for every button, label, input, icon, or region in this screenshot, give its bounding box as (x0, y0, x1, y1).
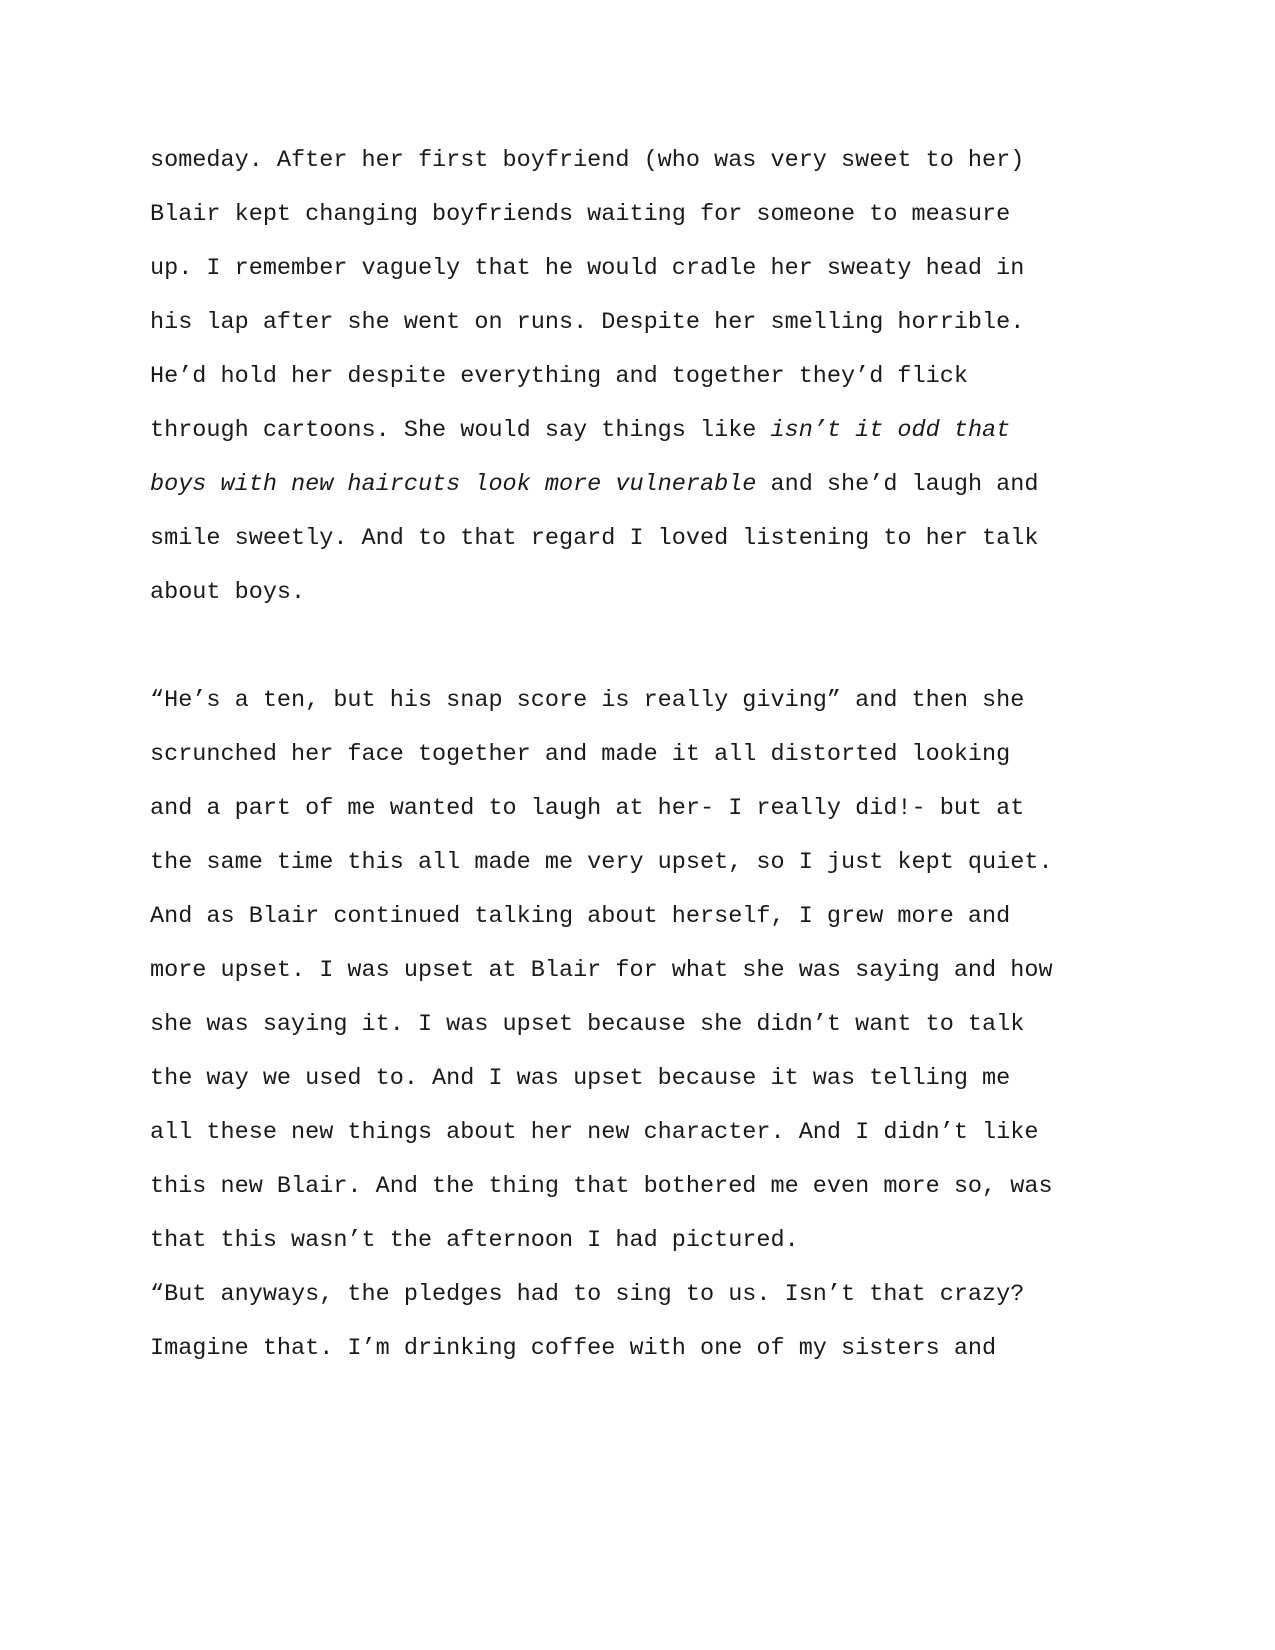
text-line: smile sweetly. And to that regard I loved listening to her talk (150, 525, 1039, 552)
text-line: all these new things about her new character. And I didn’t like (150, 1119, 1039, 1146)
text-run: and she’d laugh and (756, 471, 1039, 498)
text-line: about boys. (150, 579, 306, 606)
text-run: through cartoons. She would say things like (150, 417, 771, 444)
italic-phrase: isn’t it odd that (770, 417, 1011, 444)
text-line: the same time this all made me very upset, so I just kept quiet. (150, 849, 1053, 876)
text-line: scrunched her face together and made it all distorted looking (150, 741, 1011, 768)
text-line: this new Blair. And the thing that bothered me even more so, was (150, 1173, 1053, 1200)
text-line: his lap after she went on runs. Despite her smelling horrible. (150, 309, 1025, 336)
text-line: more upset. I was upset at Blair for what she was saying and how (150, 957, 1053, 984)
text-line: “But anyways, the pledges had to sing to us. Isn’t that crazy? (150, 1281, 1025, 1308)
text-line: the way we used to. And I was upset because it was telling me (150, 1065, 1011, 1092)
text-line (150, 470, 1038, 500)
text-line: And as Blair continued talking about herself, I grew more and (150, 903, 1011, 930)
text-line: that this wasn’t the afternoon I had pictured. (150, 1227, 799, 1254)
text-line: she was saying it. I was upset because she didn’t want to talk (150, 1011, 1025, 1038)
text-line: Imagine that. I’m drinking coffee with one of my sisters and (150, 1335, 997, 1362)
text-line: and a part of me wanted to laugh at her- I really did!- but at (150, 795, 1025, 822)
text-line: up. I remember vaguely that he would cradle her sweaty head in (150, 255, 1025, 282)
text-line: Blair kept changing boyfriends waiting for someone to measure (150, 201, 1011, 228)
text-line (150, 416, 1010, 446)
text-line: “He’s a ten, but his snap score is really giving” and then she (150, 687, 1025, 714)
text-line: someday. After her first boyfriend (who was very sweet to her) (150, 147, 1025, 174)
text-line: He’d hold her despite everything and together they’d flick (150, 363, 968, 390)
italic-phrase: boys with new haircuts look more vulnerable (150, 471, 757, 498)
